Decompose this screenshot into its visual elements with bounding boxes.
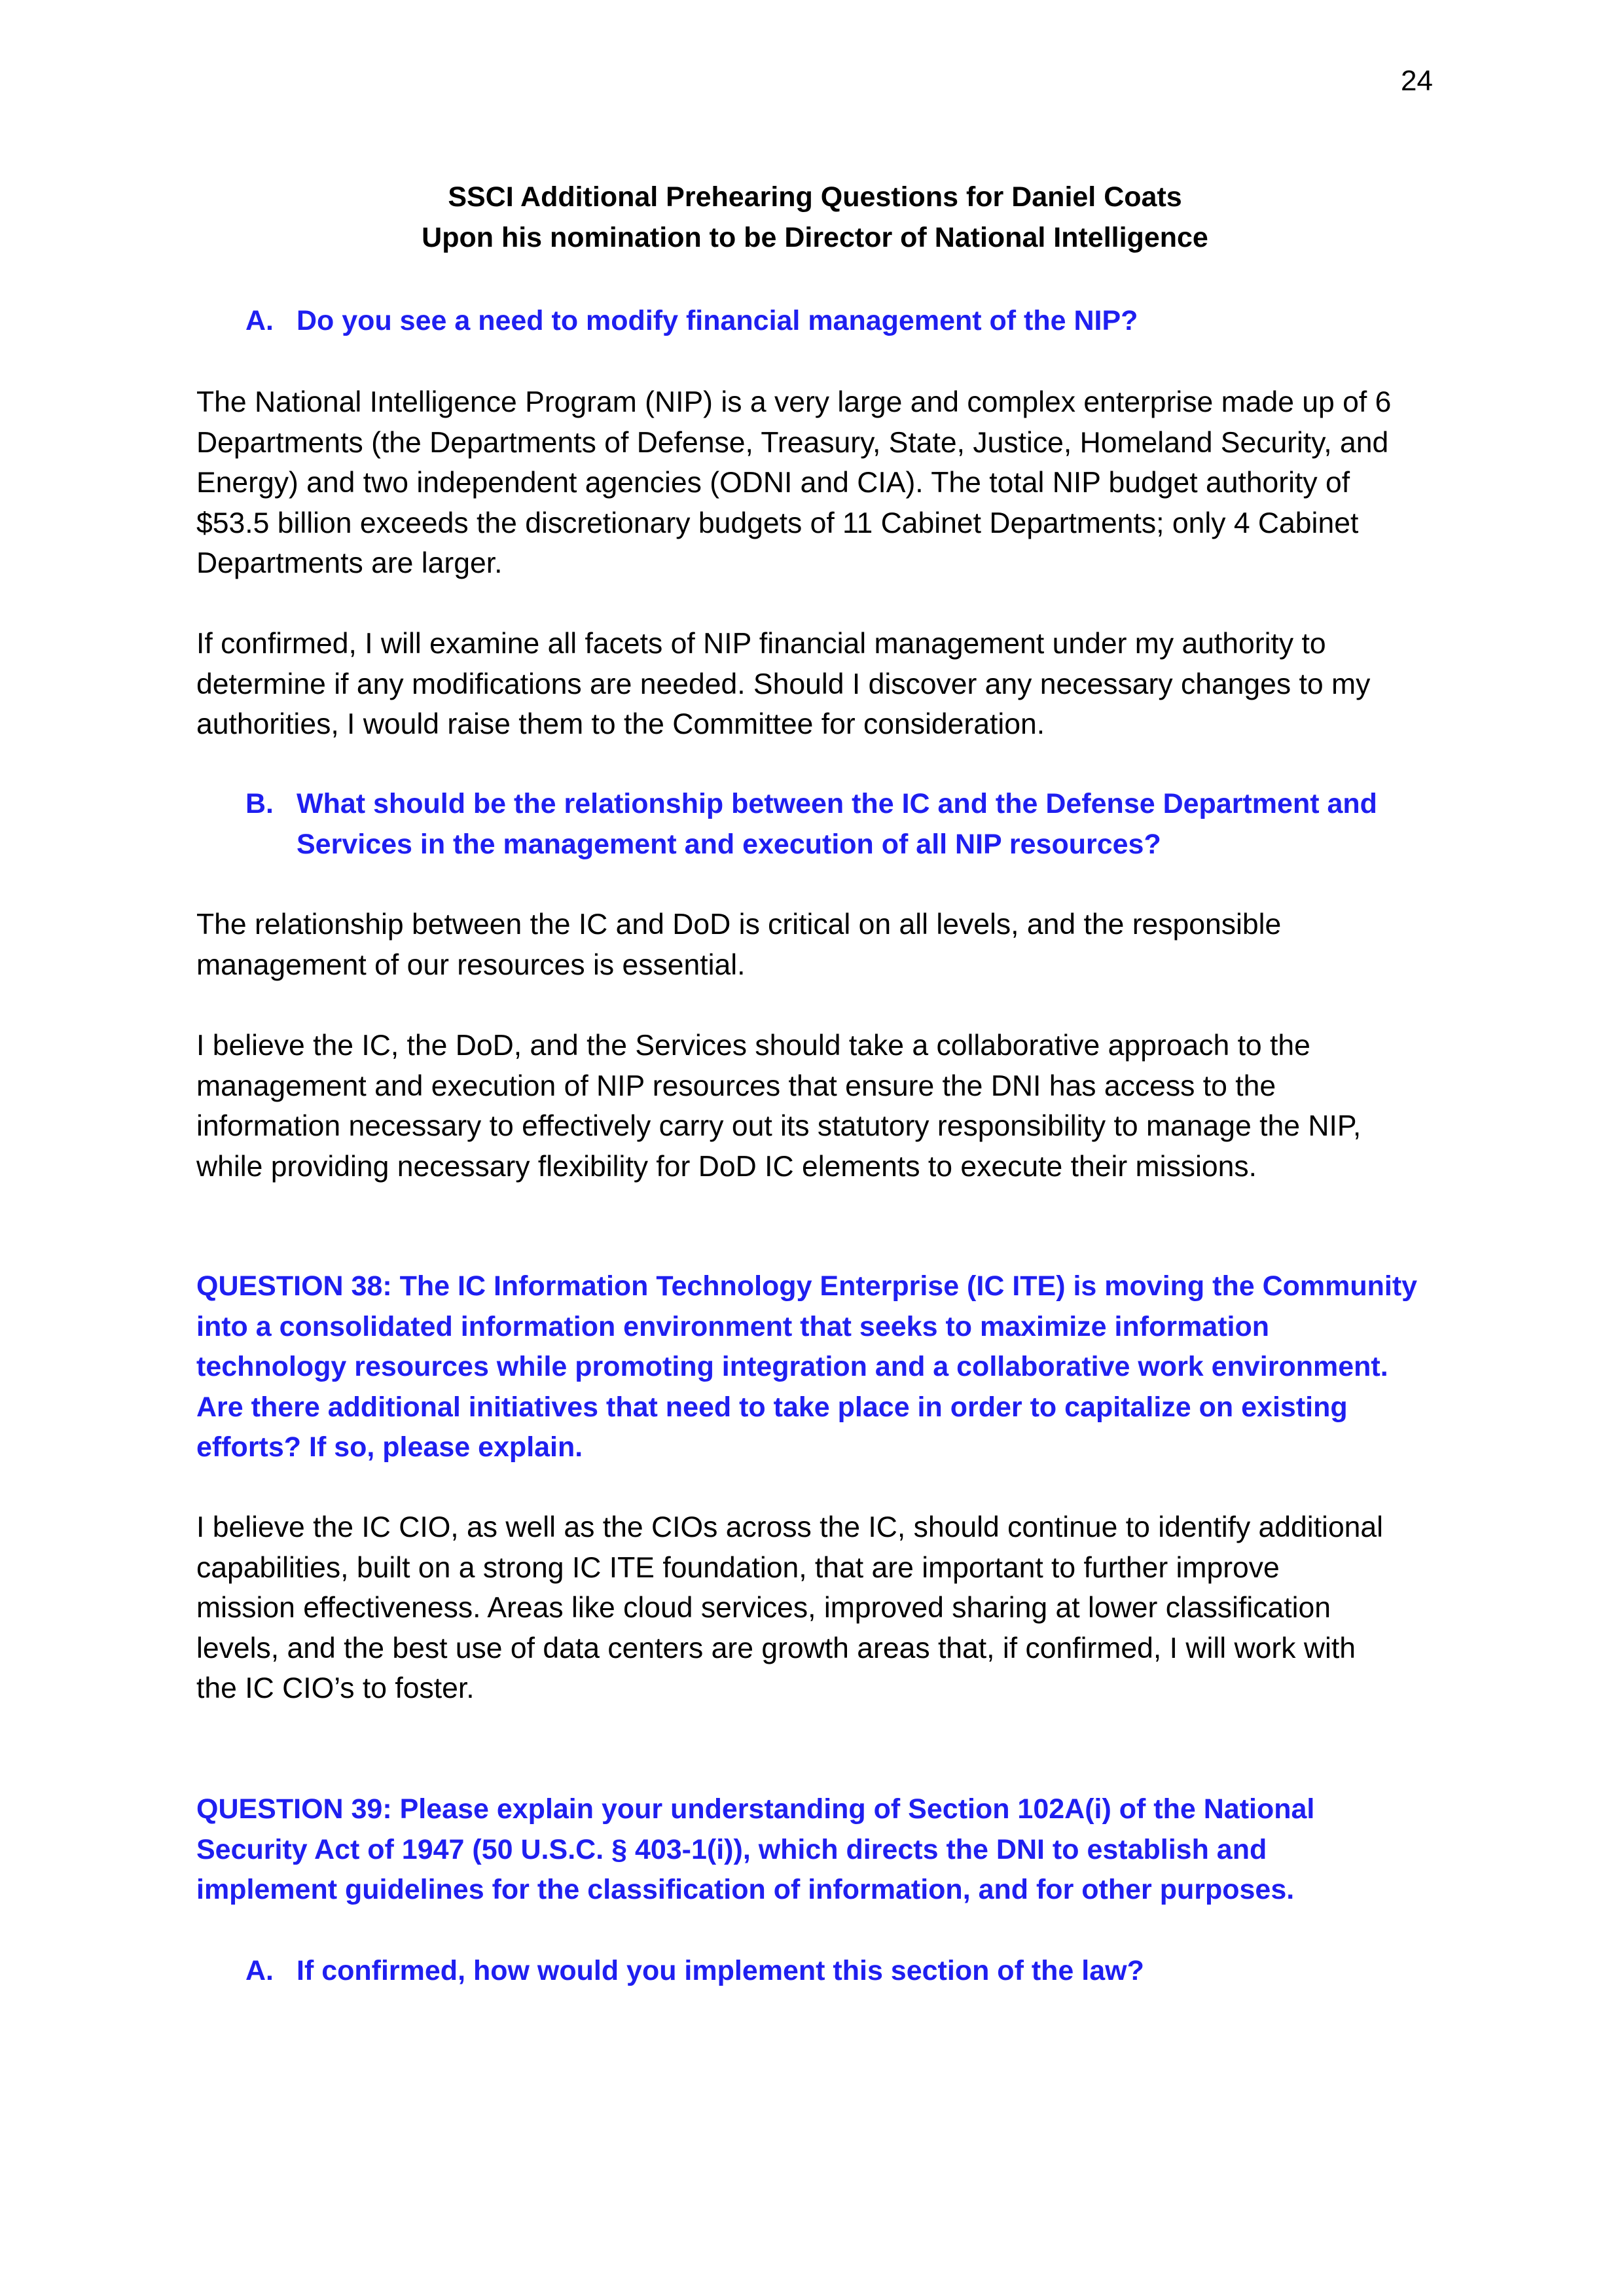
subquestion-b-line: Services in the management and execution of all NIP resources? <box>297 828 1161 860</box>
subquestion-b-line: What should be the relationship between the IC and the Defense Department and <box>297 788 1377 819</box>
question-38-line: Are there additional initiatives that need to take place in order to capitalize on existing <box>196 1391 1348 1423</box>
subquestion-39-a <box>245 1951 1437 1992</box>
header-title: SSCI Additional Prehearing Questions for Daniel Coats <box>448 181 1182 213</box>
question-38-line: efforts? If so, please explain. <box>196 1431 583 1463</box>
question-39-line: Security Act of 1947 (50 U.S.C. § 403-1(i)), which directs the DNI to establish and <box>196 1833 1267 1865</box>
text-line: $53.5 billion exceeds the discretionary budgets of 11 Cabinet Departments; only 4 Cabinet <box>196 507 1359 539</box>
text-line: authorities, I would raise them to the Committee for consideration. <box>196 708 1045 740</box>
subquestion-a-letter: A. <box>245 305 274 336</box>
subquestion-a-text: Do you see a need to modify financial management of the NIP? <box>297 305 1138 336</box>
text-line: while providing necessary flexibility for DoD IC elements to execute their missions. <box>196 1150 1257 1183</box>
text-line: Energy) and two independent agencies (ODNI and CIA). The total NIP budget authority of <box>196 467 1350 499</box>
subquestion-a <box>245 301 1437 342</box>
text-line: The relationship between the IC and DoD is critical on all levels, and the responsible <box>196 908 1282 941</box>
answer-b-paragraph-1 <box>196 905 1440 985</box>
text-line: If confirmed, I will examine all facets of NIP financial management under my authority to <box>196 628 1326 660</box>
text-line: Departments (the Departments of Defense, Treasury, State, Justice, Homeland Security, and <box>196 426 1389 459</box>
subquestion-39-a-letter: A. <box>245 1955 274 1986</box>
text-line: I believe the IC CIO, as well as the CIOs across the IC, should continue to identify additional <box>196 1511 1384 1543</box>
answer-38 <box>196 1507 1440 1709</box>
text-line: The National Intelligence Program (NIP) is a very large and complex enterprise made up of 6 <box>196 386 1392 418</box>
subquestion-b <box>245 784 1437 865</box>
text-line: levels, and the best use of data centers are growth areas that, if confirmed, I will work with <box>196 1632 1356 1664</box>
text-line: information necessary to effectively carry out its statutory responsibility to manage the NIP, <box>196 1110 1362 1142</box>
answer-b-paragraph-2 <box>196 1026 1440 1187</box>
text-line: mission effectiveness. Areas like cloud services, improved sharing at lower classification <box>196 1592 1331 1624</box>
header-subtitle: Upon his nomination to be Director of National Intelligence <box>422 222 1208 253</box>
text-line: management of our resources is essential. <box>196 948 746 981</box>
question-38 <box>196 1266 1440 1468</box>
subquestion-b-letter: B. <box>245 788 274 819</box>
question-39-line: implement guidelines for the classification of information, and for other purposes. <box>196 1874 1295 1905</box>
question-38-line: QUESTION 38: The IC Information Technology Enterprise (IC ITE) is moving the Community <box>196 1270 1418 1302</box>
text-line: management and execution of NIP resources that ensure the DNI has access to the <box>196 1069 1276 1102</box>
page-number: 24 <box>1401 65 1433 97</box>
text-line: capabilities, built on a strong IC ITE foundation, that are important to further improve <box>196 1551 1280 1584</box>
document-header <box>196 177 1434 258</box>
text-line: I believe the IC, the DoD, and the Services should take a collaborative approach to the <box>196 1030 1310 1062</box>
question-39-line: QUESTION 39: Please explain your understanding of Section 102A(i) of the National <box>196 1793 1315 1825</box>
text-line: determine if any modifications are needed. Should I discover any necessary changes to my <box>196 668 1371 700</box>
text-line: Departments are larger. <box>196 547 503 579</box>
answer-a-paragraph-2 <box>196 624 1440 745</box>
subquestion-39-a-text: If confirmed, how would you implement this section of the law? <box>297 1955 1144 1986</box>
question-39 <box>196 1789 1440 1910</box>
answer-a-paragraph-1 <box>196 382 1440 584</box>
question-38-line: into a consolidated information environment that seeks to maximize information <box>196 1310 1270 1342</box>
question-38-line: technology resources while promoting integration and a collaborative work environment. <box>196 1351 1388 1382</box>
text-line: the IC CIO’s to foster. <box>196 1672 475 1704</box>
